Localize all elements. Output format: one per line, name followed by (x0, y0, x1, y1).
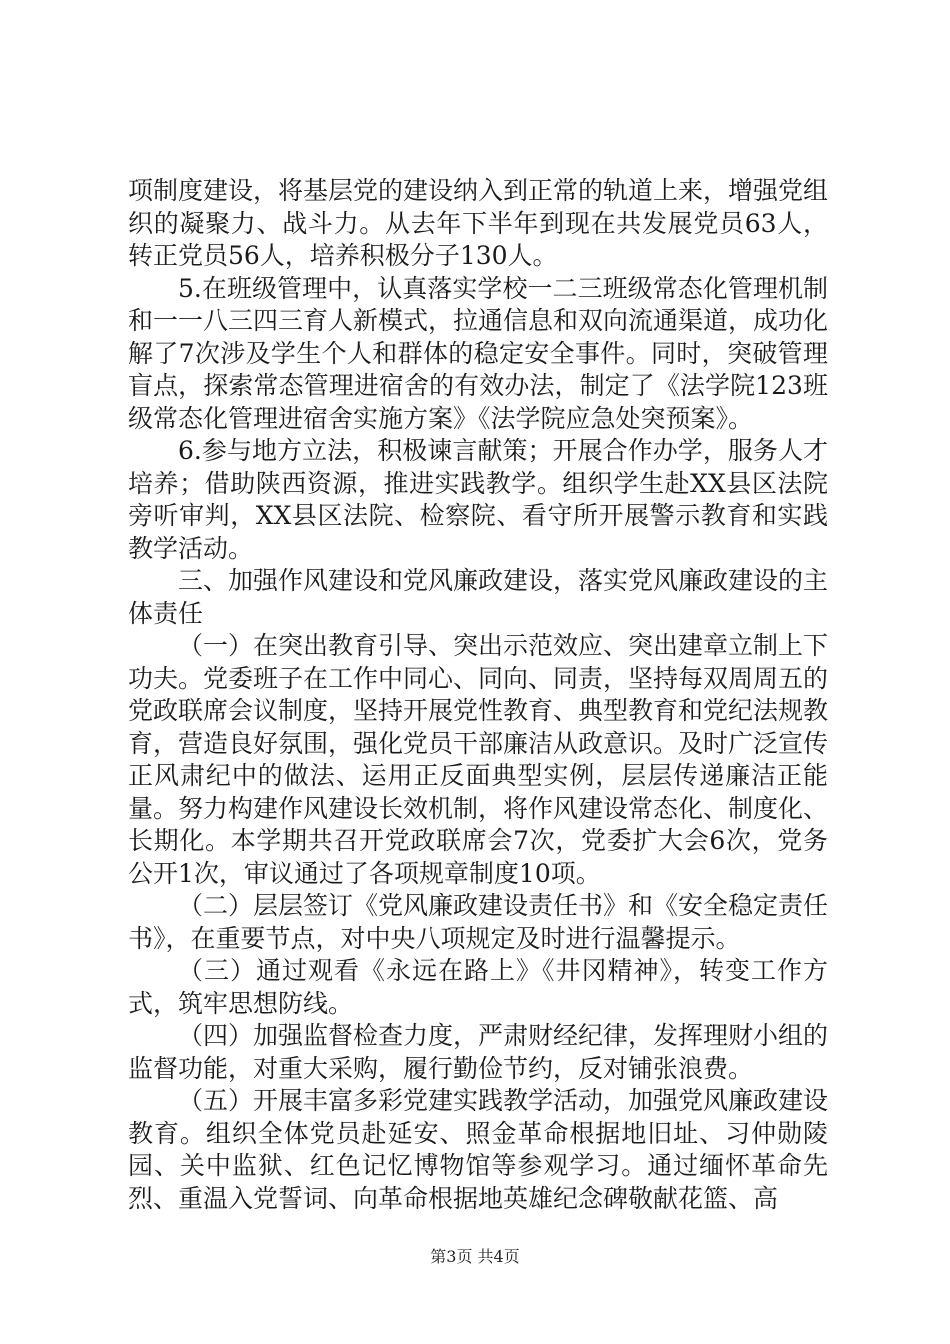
page-number: 第3页 共4页 (430, 1247, 520, 1266)
section-heading: 三、加强作风建设和党风廉政建设，落实党风廉政建设的主体责任 (128, 566, 829, 628)
paragraph-3: 6.参与地方立法，积极谏言献策；开展合作办学，服务人才培养；借助陕西资源，推进实践教学。组织学生赴XX县区法院旁听审判，XX县区法院、检察院、看守所开展警示教育和实践教学活动。 (128, 436, 828, 563)
paragraph-7: （四）加强监督检查力度，严肃财经纪律，发挥理财小组的监督功能，对重大采购，履行勤俭节约，反对铺张浪费。 (128, 1021, 829, 1083)
paragraph-2: 5.在班级管理中，认真落实学校一二三班级常态化管理机制和一一八三四三育人新模式，拉通信息和双向流通渠道，成功化解了7次涉及学生个人和群体的稳定安全事件。同时，突破管理盲点，探索常态管理进宿舍的有效办法，制定了《法学院123班级常态化管理进宿舍实施方案》《法学院应急处突预案》。 (128, 273, 829, 433)
paragraph-4: （一）在突出教育引导、突出示范效应、突出建章立制上下功夫。党委班子在工作中同心、同向、同责，坚持每双周周五的党政联席会议制度，坚持开展党性教育、典型教育和党纪法规教育，营造良好氛围，强化党员干部廉洁从政意识。及时广泛宣传正风肃纪中的做法、运用正反面典型实例，层层传递廉洁正能量。努力构建作风建设长效机制，将作风建设常态化、制度化、长期化。本学期共召开党政联席会7次，党委扩大会6次，党务公开1次，审议通过了各项规章制度10项。 (128, 631, 829, 888)
paragraph-8: （五）开展丰富多彩党建实践教学活动，加强党风廉政建设教育。组织全体党员赴延安、照金革命根据地旧址、习仲勋陵园、关中监狱、红色记忆博物馆等参观学习。通过缅怀革命先烈、重温入党誓词、向革命根据地英雄纪念碑敬献花篮、高 (128, 1086, 829, 1213)
paragraph-6: （三）通过观看《永远在路上》《井冈精神》，转变工作方式，筑牢思想防线。 (128, 956, 828, 1018)
document-body (128, 175, 828, 1215)
paragraph-5: （二）层层签订《党风廉政建设责任书》和《安全稳定责任书》，在重要节点，对中央八项规定及时进行温馨提示。 (128, 891, 829, 953)
paragraph-1: 项制度建设，将基层党的建设纳入到正常的轨道上来，增强党组织的凝聚力、战斗力。从去年下半年到现在共发展党员63人，转正党员56人，培养积极分子130人。 (128, 176, 829, 270)
